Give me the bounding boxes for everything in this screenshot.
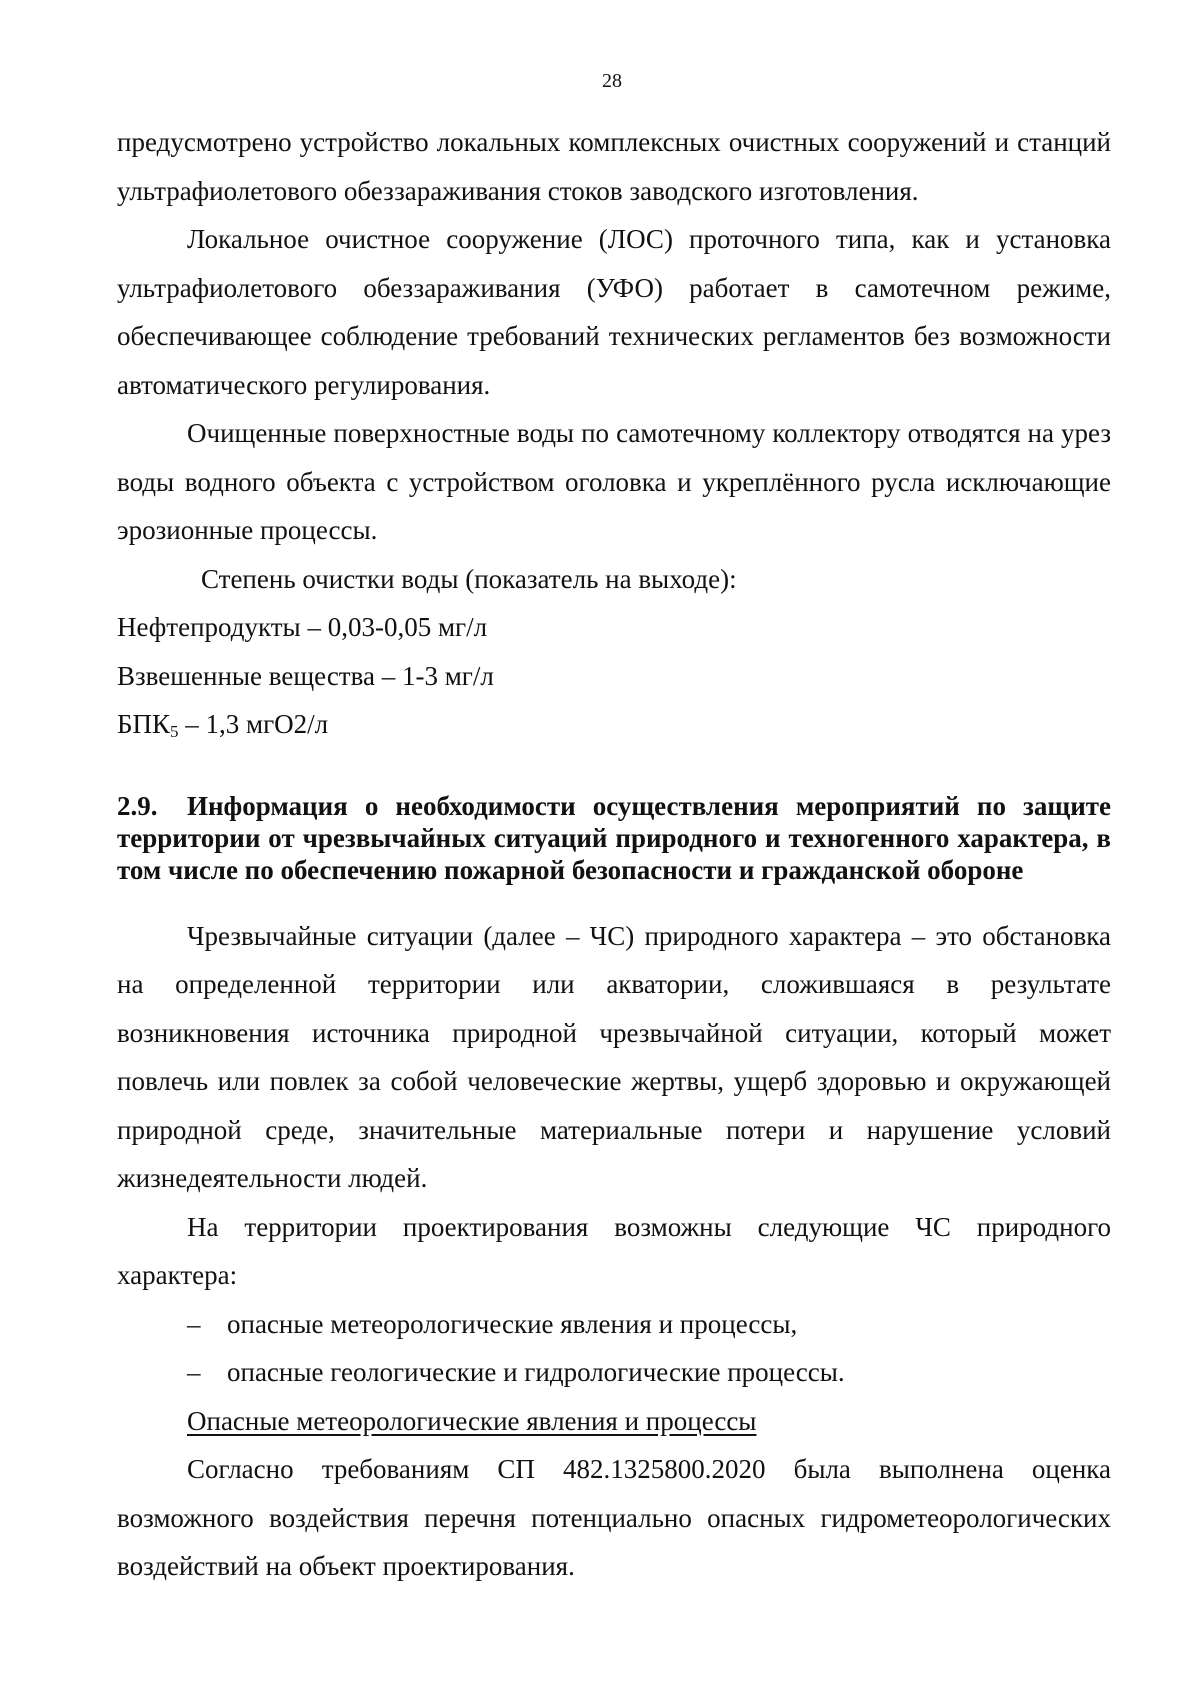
subheading: Опасные метеорологические явления и процессы — [187, 1405, 757, 1436]
list-item-text: опасные метеорологические явления и процессы, — [227, 1308, 798, 1339]
section-number: 2.9. — [117, 790, 158, 821]
indicator-bod — [117, 700, 1111, 749]
document-body — [117, 118, 1111, 1591]
page-number: 28 — [602, 70, 622, 92]
paragraph-possible-emergencies: На территории проектирования возможны следующие ЧС природного характера: — [117, 1211, 1111, 1290]
paragraph-discharge: Очищенные поверхностные воды по самотечному коллектору отводятся на урез воды водного объекта с устройством оголовка и укреплённого русла исключающие эрозионные процессы. — [117, 418, 1111, 545]
paragraph-treatment-degree: Степень очистки воды (показатель на выходе): — [201, 563, 737, 594]
section-title: Информация о необходимости осуществления мероприятий по защите территории от чрезвычайных ситуаций природного и техногенного характера, в том числе по обеспечению пожарной безопасности и гражданской обороне — [117, 790, 1111, 885]
list-marker: – — [187, 1357, 201, 1387]
section-heading — [117, 790, 1111, 886]
indicator-oil: Нефтепродукты – 0,03-0,05 мг/л — [117, 612, 488, 642]
paragraph-assessment: Согласно требованиям СП 482.1325800.2020 была выполнена оценка возможного воздействия перечня потенциально опасных гидрометеорологических воздействий на объект проектирования. — [117, 1454, 1111, 1581]
list-item-text: опасные геологические и гидрологические процессы. — [227, 1357, 845, 1387]
indicator-suspended: Взвешенные вещества – 1-3 мг/л — [117, 660, 494, 691]
list-item — [117, 1348, 1111, 1397]
bod-subscript: 5 — [170, 722, 179, 741]
paragraph-los: Локальное очистное сооружение (ЛОС) проточного типа, как и установка ультрафиолетового обеззараживания (УФО) работает в самотечном режиме, обеспечивающее соблюдение требований технических регламентов без возможности автоматического регулирования. — [117, 224, 1111, 400]
bod-suffix: – 1,3 мгО2/л — [178, 709, 329, 739]
paragraph-continuation: предусмотрено устройство локальных комплексных очистных сооружений и станций ультрафиолетового обеззараживания стоков заводского изготовления. — [117, 127, 1111, 206]
list-marker: – — [187, 1308, 201, 1339]
list-item — [117, 1300, 1111, 1349]
bod-prefix: БПК — [117, 709, 171, 739]
paragraph-emergency-definition: Чрезвычайные ситуации (далее – ЧС) природного характера – это обстановка на определенной территории или акватории, сложившаяся в результате возникновения источника природной чрезвычайной ситуации, который может повлечь или повлек за собой человеческие жертвы, ущерб здоровью и окружающей природной среде, значительные материальные потери и нарушение условий жизнедеятельности людей. — [117, 920, 1111, 1193]
subheading-paragraph — [117, 1397, 1111, 1446]
emergency-list — [117, 1300, 1111, 1397]
